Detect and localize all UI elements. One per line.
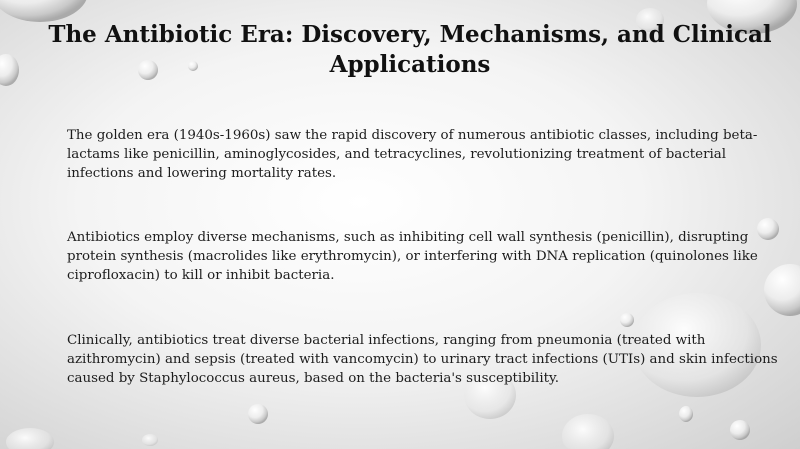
paragraph-clinical: Clinically, antibiotics treat diverse bacterial infections, ranging from pneumonia (treated with azithromycin) and sepsis (treated with vancomycin) to urinary tract infections (UTIs) and skin infections caused by Staphylococcus aureus, based on the bacteria's susceptibility. — [67, 333, 778, 386]
paragraph-mechanisms: Antibiotics employ diverse mechanisms, such as inhibiting cell wall synthesis (penicillin), disrupting protein synthesis (macrolides like erythromycin), or interfering with DNA replication (quinolones like ciprofloxacin) to kill or inhibit bacteria. — [67, 230, 758, 283]
water-droplet — [562, 414, 614, 449]
water-droplet — [142, 434, 158, 446]
paragraph-discovery: The golden era (1940s-1960s) saw the rapid discovery of numerous antibiotic classes, including beta-lactams like penicillin, aminoglycosides, and tetracyclines, revolutionizing treatment of bacterial infections and lowering mortality rates. — [67, 128, 758, 181]
water-droplet — [6, 428, 54, 449]
water-droplet — [730, 420, 750, 440]
water-droplet — [0, 54, 19, 86]
water-droplet — [679, 406, 693, 422]
water-droplet — [248, 404, 268, 424]
slide-title: The Antibiotic Era: Discovery, Mechanisms, and Clinical Applications — [48, 21, 772, 78]
water-droplet — [0, 0, 88, 22]
water-droplet — [620, 313, 634, 327]
